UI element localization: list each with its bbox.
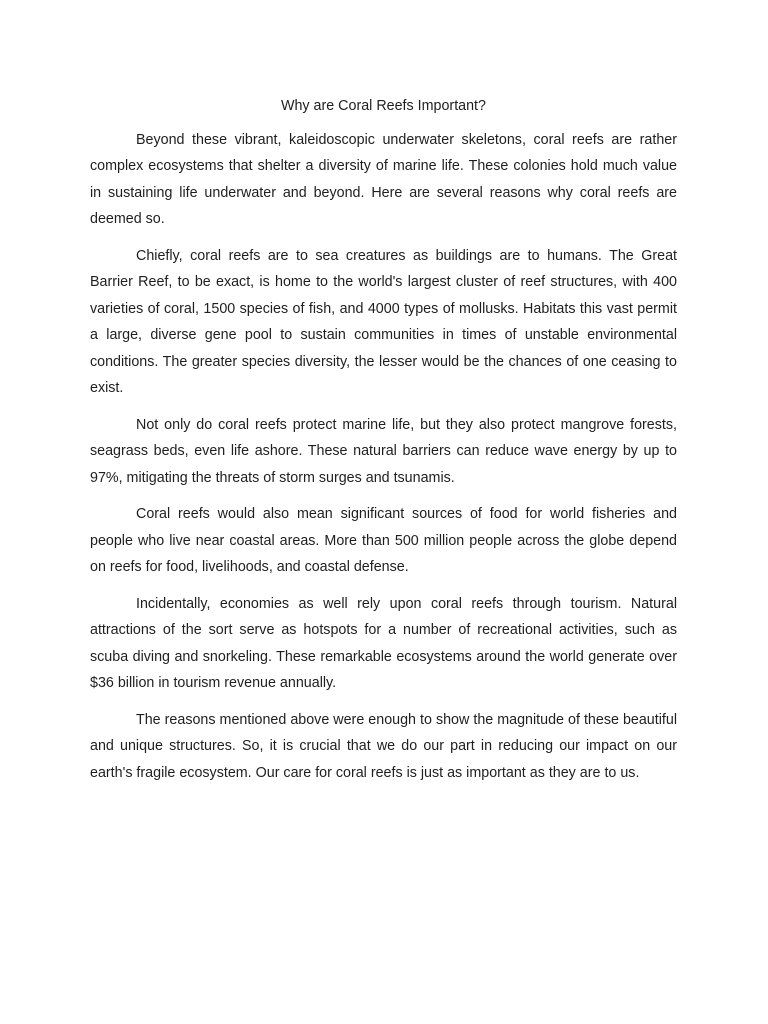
document-title: Why are Coral Reefs Important? (280, 98, 486, 114)
paragraph-food: Coral reefs would also mean significant sources of food for world fisheries and people who live near coastal areas. More than 500 million people across the globe depend on reefs for food, livelihoods, and coastal defense. (90, 506, 677, 575)
document-body (90, 93, 677, 796)
paragraph-tourism: Incidentally, economies as well rely upon coral reefs through tourism. Natural attractions of the sort serve as hotspots for a number of recreational activities, such as scuba diving and snorkeling. These remarkable ecosystems around the world generate over $36 billion in tourism revenue annually. (90, 595, 677, 691)
paragraph-habitat: Chiefly, coral reefs are to sea creatures as buildings are to humans. The Great Barrier Reef, to be exact, is home to the world's largest cluster of reef structures, with 400 varieties of coral, 1500 species of fish, and 4000 types of mollusks. Habitats this vast permit a large, diverse gene pool to sustain communities in times of unstable environmental conditions. The greater species diversity, the lesser would be the chances of one ceasing to exist. (90, 247, 677, 396)
paragraph-conclusion: The reasons mentioned above were enough to show the magnitude of these beautiful and unique structures. So, it is crucial that we do our part in reducing our impact on our earth's fragile ecosystem. Our care for coral reefs is just as important as they are to us. (90, 711, 677, 781)
paragraph-intro: Beyond these vibrant, kaleidoscopic underwater skeletons, coral reefs are rather complex ecosystems that shelter a diversity of marine life. These colonies hold much value in sustaining life underwater and beyond. Here are several reasons why coral reefs are deemed so. (90, 131, 677, 227)
paragraph-protection: Not only do coral reefs protect marine life, but they also protect mangrove forests, seagrass beds, even life ashore. These natural barriers can reduce wave energy by up to 97%, mitigating the threats of storm surges and tsunamis. (90, 416, 677, 486)
